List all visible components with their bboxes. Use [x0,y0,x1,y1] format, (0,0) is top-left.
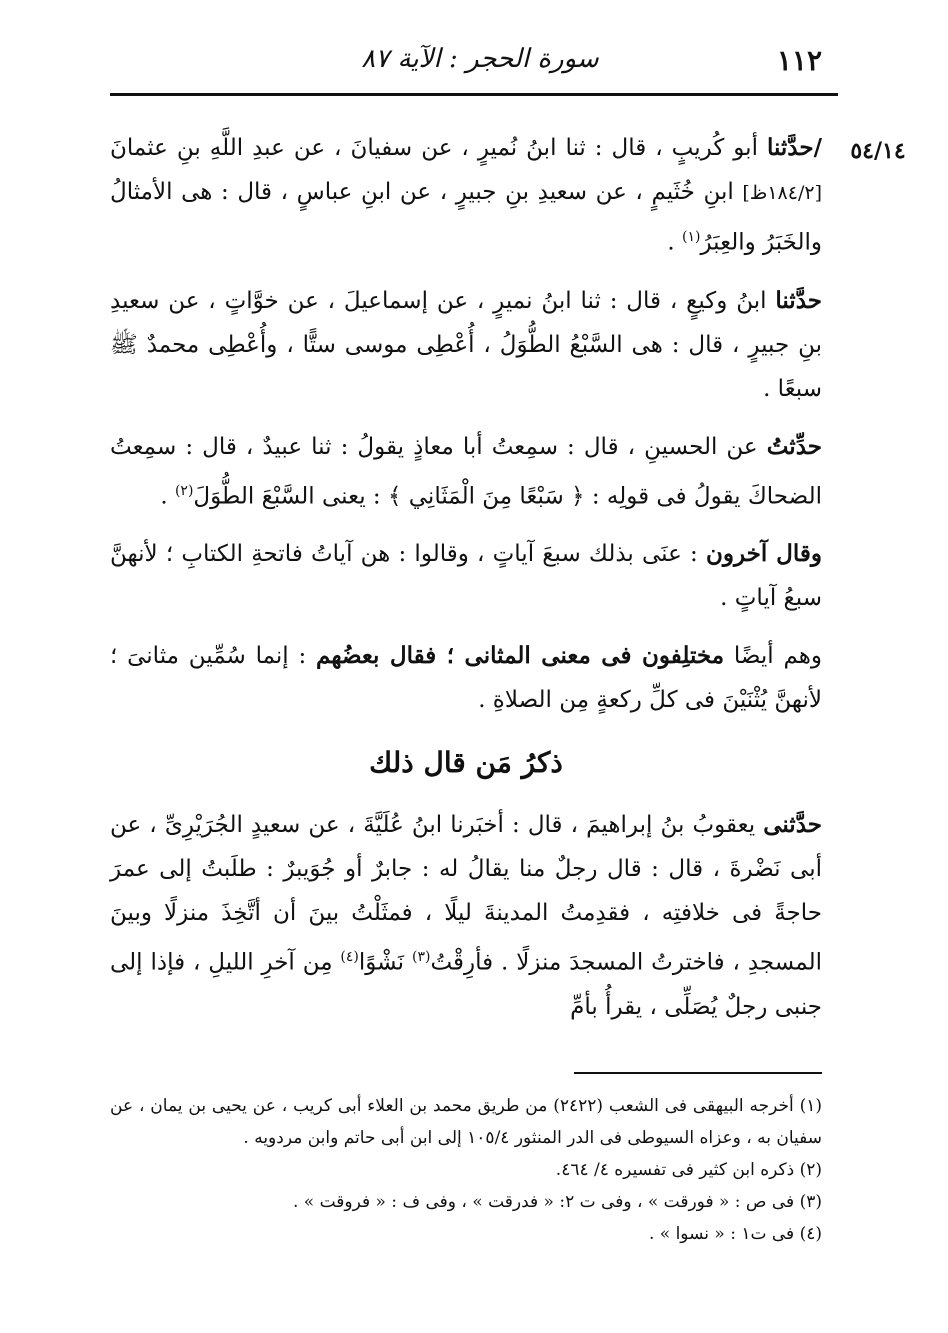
footnote-2: (٢) ذكره ابن كثير فى تفسيره ٤/ ٤٦٤. [555,1160,822,1180]
paragraph-text: ابنُ وكيعٍ ، قال : ثنا ابنُ نميرٍ ، عن إسماعيلَ ، عن خوَّاتٍ ، عن سعيدِ بنِ جبيرٍ ، قال : هى السَّبْعُ الطُّوَلُ ، أُعْطِى موسى ستًّا ، وأُعْطِى محمدٌ ﷺ سبعًا . [110,287,822,402]
margin-reference: ٥٤/١٤ [850,138,906,164]
paragraph-text: مِن آخرِ الليلِ ، فإذا إلى جنبى رجلٌ يُصَلِّى ، يقرأُ بأمِّ [110,949,822,1020]
paragraph-1 [110,126,822,265]
main-text [110,126,822,1043]
footnotes [110,1090,822,1250]
narration-lead: حدَّثنى [763,811,822,839]
paragraph-text: : إنما سُمِّين مثانىَ ؛ لأنهنَّ يُثْنَيْنَ فى كلِّ ركعةٍ مِن الصلاةِ . [110,643,822,714]
paragraph-text: يعقوبُ بنُ إبراهيمَ ، قال : أخبَرنا ابنُ عُلَيَّةَ ، عن سعيدٍ الجُرَيْرِىِّ ، عن أبى نَضْرةَ ، قال : قال رجلٌ منا يقالُ له : جابرٌ أو جُوَيبرٌ : طلَبتُ إلى عمرَ حاجةً فى خلافتِه ، فقدِمتُ المدينةَ ليلًا ، فمثَلْتُ بينَ أن أتَّخِذَ منزلًا وبينَ المسجدِ ، فاخترتُ المسجدَ منزلًا . فأرِقْتُ [110,812,822,976]
paragraph-2 [110,279,822,411]
footnote-marker: (٢) [174,482,194,499]
paragraph-text: أبو كُريبٍ ، قال : ثنا ابنُ نُميرٍ ، عن سفيانَ ، عن عبدِ اللَّهِ بنِ عثمانَ [110,135,767,161]
paragraph-text: : عنَى بذلك سبعَ آياتٍ ، وقالوا : هن آياتُ فاتحةِ الكتابِ ؛ لأنهنَّ سبعُ آياتٍ . [110,541,822,612]
narration-lead: /حدَّثنا [766,134,822,161]
narration-lead: حدِّثتُ [766,432,822,460]
footnote-rule [574,1072,822,1074]
paragraph-text: نَشْوًا [358,949,412,976]
paragraph-text: ابنِ خُثَيمٍ ، عن سعيدِ بنِ جبيرٍ ، عن ابنِ عباسٍ ، قال : هى الأمثالُ والخَبَرُ والعِبَرُ [110,179,822,256]
manuscript-reference: [١٨٤/٢ظ] [742,182,822,204]
narration-lead: وقال آخرون [705,540,822,568]
paragraph-6 [110,803,822,1029]
paragraph-5 [110,634,822,722]
footnote-1: (١) أخرجه البيهقى فى الشعب (٢٤٢٢) من طريق محمد بن العلاء أبى كريب ، عن يحيى بن يمان ، عن سفيان به ، وعزاه السيوطى فى الدر المنثور ١٠٥/٤ إلى ابن أبى حاتم وابن مردويه . [110,1096,822,1148]
paragraph-text: وهم أيضًا [724,643,822,670]
paragraph-end: . [160,483,175,510]
header-rule [110,93,838,96]
footnote-marker: (٣) [411,949,431,966]
paragraph-end: . [667,229,682,256]
narration-lead: حدَّثنا [775,286,822,314]
footnote-3: (٣) فى ص : « فورقت » ، وفى ت ٢: « فدرقت » ، وفى ف : « فروقت » . [292,1192,822,1212]
paragraph-text: عن الحسينِ ، قال : سمِعتُ أبا معاذٍ يقولُ : ثنا عبيدٌ ، قال : سمِعتُ الضحاكَ يقولُ فى قولِه : ﴿ سَبْعًا مِنَ الْمَثَانِي ﴾ : يعنى السَّبْعَ الطُّوَلَ [110,433,822,510]
footnote-marker: (١) [682,229,701,245]
paragraph-4 [110,532,822,620]
paragraph-3 [110,425,822,519]
footnote-marker: (٤) [340,949,359,966]
bold-phrase: مختلِفون فى معنى المثانى ؛ فقال بعضُهم [316,642,725,670]
footnote-4: (٤) فى ت١ : « نسوا » . [648,1224,822,1244]
page-number: ١١٢ [776,44,822,77]
section-heading: ذكرُ مَن قال ذلك [369,746,563,780]
running-title: سورة الحجر : الآية ٨٧ [361,44,599,74]
